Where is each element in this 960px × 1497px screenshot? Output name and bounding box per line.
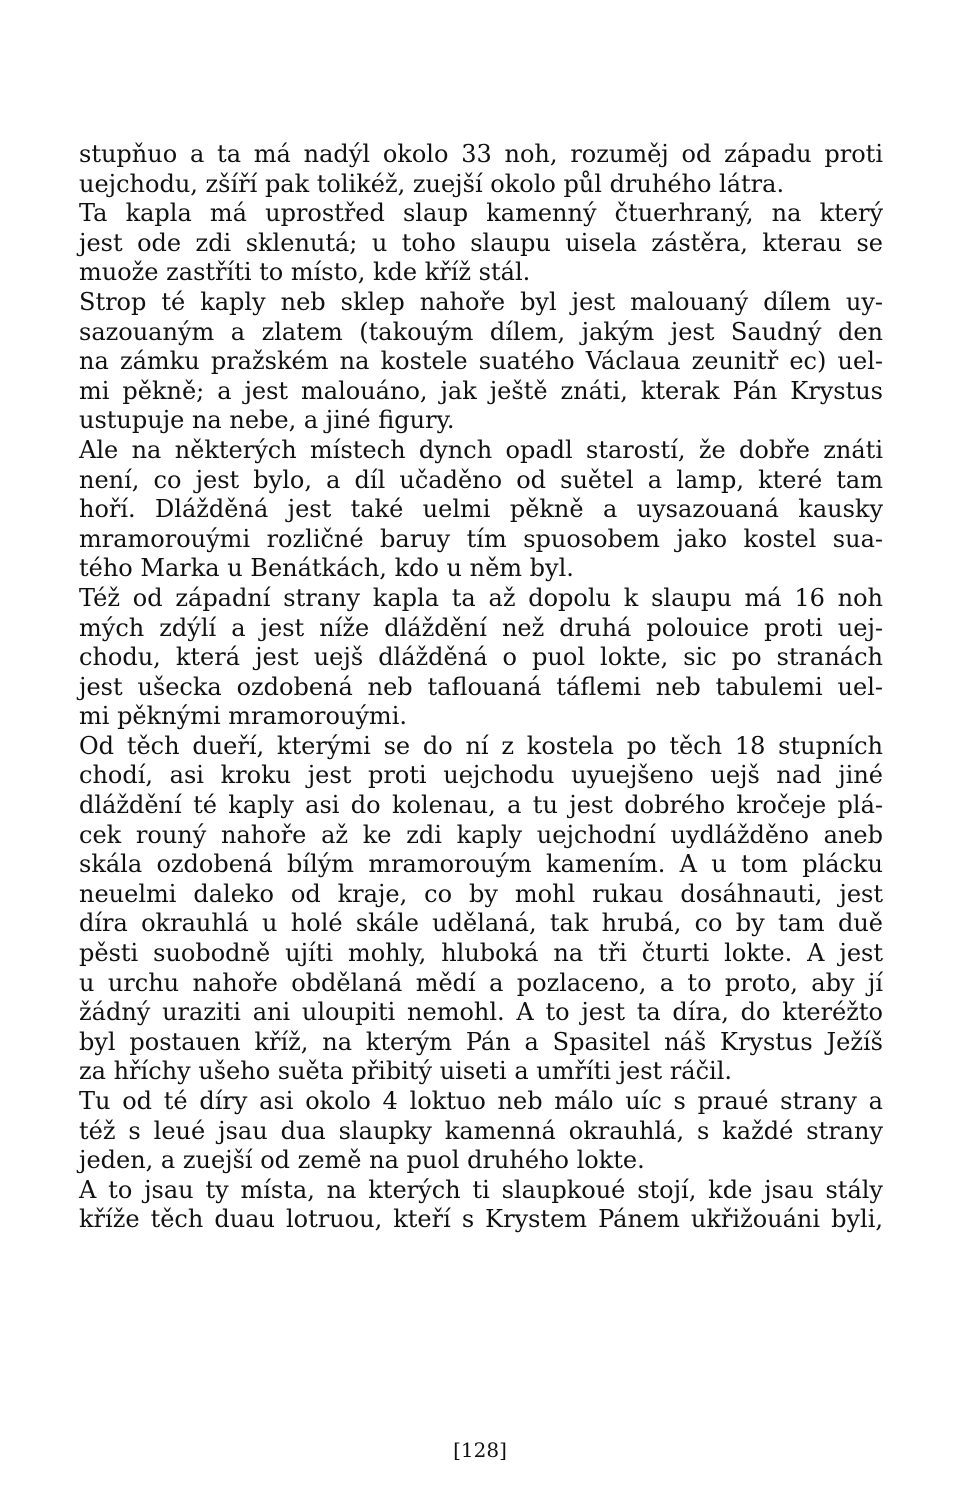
text-line: stupňuo a ta má nadýl okolo 33 noh, rozuměj od západu proti bbox=[79, 140, 883, 168]
paragraph bbox=[79, 199, 883, 288]
page-number: [128] bbox=[453, 1438, 507, 1462]
paragraph bbox=[79, 584, 883, 732]
text-line: chodí, asi kroku jest proti uejchodu uyuejšeno uejš nad jiné bbox=[79, 761, 883, 790]
body-text bbox=[79, 140, 883, 1235]
text-line: jest ode zdi sklenutá; u toho slaupu uisela zástěra, kterau se bbox=[79, 228, 883, 257]
paragraph bbox=[79, 140, 883, 199]
text-line: Ta kapla má uprostřed slaup kamenný čtuerhraný, na který bbox=[79, 199, 883, 228]
text-line: chodu, která jest uejš dlážděná o puol lokte, sic po stranách bbox=[79, 643, 883, 672]
text-line: tého Marka u Benátkách, kdo u něm byl. bbox=[79, 554, 574, 583]
text-line: muože zastříti to místo, kde kříž stál. bbox=[79, 258, 531, 287]
paragraph bbox=[79, 1176, 883, 1235]
text-line: jest ušecka ozdobená neb taflouaná táflemi neb tabulemi uel- bbox=[79, 672, 883, 701]
text-line: byl postauen kříž, na kterým Pán a Spasitel náš Krystus Ježíš bbox=[79, 1027, 883, 1056]
text-line: Od těch dueří, kterými se do ní z kostela po těch 18 stupních bbox=[79, 731, 883, 760]
text-line: též s leué jsau dua slaupky kamenná okrauhlá, s každé strany bbox=[79, 1116, 883, 1145]
text-line: kříže těch duau lotruou, kteří s Krystem Pánem ukřižouáni byli, bbox=[79, 1205, 883, 1234]
text-line: Též od západní strany kapla ta až dopolu k slaupu má 16 noh bbox=[79, 583, 883, 612]
text-line: dláždění té kaply asi do kolenau, a tu jest dobrého kročeje plá- bbox=[79, 791, 883, 820]
text-line: díra okrauhlá u holé skále udělaná, tak hrubá, co by tam duě bbox=[79, 909, 883, 938]
text-line: Tu od té díry asi okolo 4 loktuo neb málo uíc s praué strany a bbox=[79, 1087, 883, 1115]
text-line: na zámku pražském na kostele suatého Václaua zeunitř ec) uel- bbox=[79, 347, 883, 376]
text-line: mých zdýlí a jest níže dláždění než druhá polouice proti uej- bbox=[79, 613, 883, 642]
text-line: žádný uraziti ani uloupiti nemohl. A to jest ta díra, do kteréžto bbox=[79, 998, 883, 1027]
text-line: mi pěkně; a jest malouáno, jak ještě znáti, kterak Pán Krystus bbox=[79, 376, 883, 405]
text-line: uejchodu, zšíří pak tolikéž, zuejší okolo půl druhého látra. bbox=[79, 169, 785, 198]
text-line: Strop té kaply neb sklep nahoře byl jest malouaný dílem uy- bbox=[79, 287, 883, 316]
text-line: za hříchy ušeho suěta přibitý uiseti a umříti jest ráčil. bbox=[79, 1057, 733, 1086]
text-line: cek rouný nahoře až ke zdi kaply uejchodní uydlážděno aneb bbox=[79, 820, 883, 849]
paragraph bbox=[79, 288, 883, 436]
text-line: neuelmi daleko od kraje, co by mohl rukau dosáhnauti, jest bbox=[79, 879, 883, 908]
text-line: A to jsau ty místa, na kterých ti slaupkoué stojí, kde jsau stály bbox=[79, 1175, 883, 1204]
paragraph bbox=[79, 732, 883, 1087]
text-line: není, co jest bylo, a díl učaděno od suětel a lamp, které tam bbox=[79, 465, 883, 494]
paragraph bbox=[79, 1087, 883, 1176]
text-line: pěsti suobodně ujíti mohly, hluboká na tři čturti lokte. A jest bbox=[79, 939, 883, 968]
text-line: mramorouými rozličné baruy tím spuosobem jako kostel sua- bbox=[79, 524, 883, 553]
text-line: ustupuje na nebe, a jiné figury. bbox=[79, 406, 455, 435]
text-line: u urchu nahoře obdělaná mědí a pozlaceno, a to proto, aby jí bbox=[79, 968, 883, 997]
text-line: skála ozdobená bílým mramorouým kamením. A u tom plácku bbox=[79, 850, 883, 879]
text-line: hoří. Dlážděná jest také uelmi pěkně a uysazouaná kausky bbox=[79, 495, 883, 524]
text-line: Ale na některých místech dynch opadl starostí, že dobře znáti bbox=[79, 435, 883, 464]
text-line: mi pěknými mramorouými. bbox=[79, 702, 407, 731]
text-line: sazouaným a zlatem (takouým dílem, jakým jest Saudný den bbox=[79, 317, 883, 346]
text-line: jeden, a zuejší od země na puol druhého lokte. bbox=[79, 1146, 645, 1175]
paragraph bbox=[79, 436, 883, 584]
